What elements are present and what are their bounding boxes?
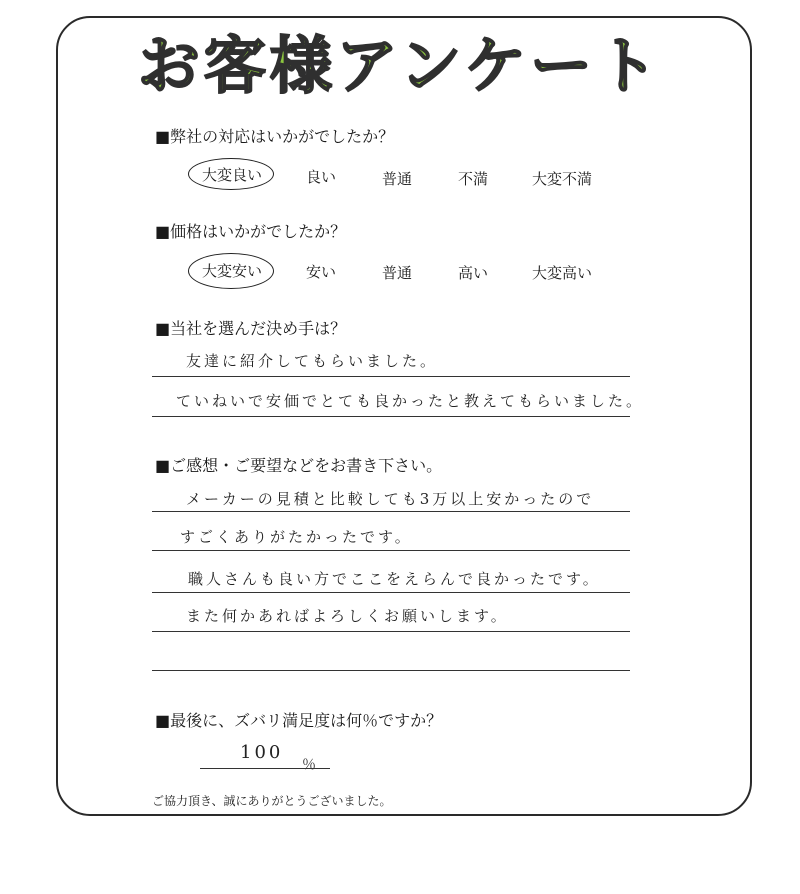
answer-rule xyxy=(152,416,630,417)
question-reason: ■当社を選んだ決め手は？ xyxy=(155,319,347,338)
comment-line-1: メーカーの見積と比較しても3万以上安かったので xyxy=(186,490,595,508)
option-service-5[interactable]: 大変不満 xyxy=(532,170,593,188)
option-service-4[interactable]: 不満 xyxy=(458,170,489,188)
answer-rule xyxy=(152,550,630,551)
reason-answer-line-2: ていねいで安価でとても良かったと教えてもらいました。 xyxy=(176,392,645,410)
question-satisfaction: ■最後に、ズバリ満足度は何％ですか？ xyxy=(155,711,443,730)
reason-answer-line-1: 友達に紹介してもらいました。 xyxy=(186,352,439,370)
thanks-message: ご協力頂き、誠にありがとうございました。 xyxy=(152,794,392,808)
answer-rule xyxy=(152,670,630,671)
option-price-4[interactable]: 高い xyxy=(458,264,489,282)
answer-rule xyxy=(152,511,630,512)
satisfaction-value: 100 xyxy=(240,742,284,763)
option-service-3[interactable]: 普通 xyxy=(382,170,413,188)
question-comments: ■ご感想・ご要望などをお書き下さい。 xyxy=(155,456,443,475)
option-service-1[interactable]: 大変良い xyxy=(202,166,263,184)
question-price: ■価格はいかがでしたか？ xyxy=(155,222,347,241)
survey-title: お客様アンケート xyxy=(137,29,663,102)
comment-line-3: 職人さんも良い方でここをえらんで良かったです。 xyxy=(188,570,601,588)
satisfaction-rule xyxy=(200,768,330,769)
comment-line-4: また何かあればよろしくお願いします。 xyxy=(186,607,509,625)
option-price-2[interactable]: 安い xyxy=(306,263,337,281)
option-price-1[interactable]: 大変安い xyxy=(202,262,263,280)
percent-unit: ％ xyxy=(302,757,316,773)
answer-rule xyxy=(152,631,630,632)
comment-line-2: すごくありがたかったです。 xyxy=(180,528,413,546)
option-price-3[interactable]: 普通 xyxy=(382,264,413,282)
answer-rule xyxy=(152,592,630,593)
answer-rule xyxy=(152,376,630,377)
option-price-5[interactable]: 大変高い xyxy=(532,264,593,282)
question-service: ■弊社の対応はいかがでしたか？ xyxy=(155,127,395,146)
option-service-2[interactable]: 良い xyxy=(306,168,337,186)
